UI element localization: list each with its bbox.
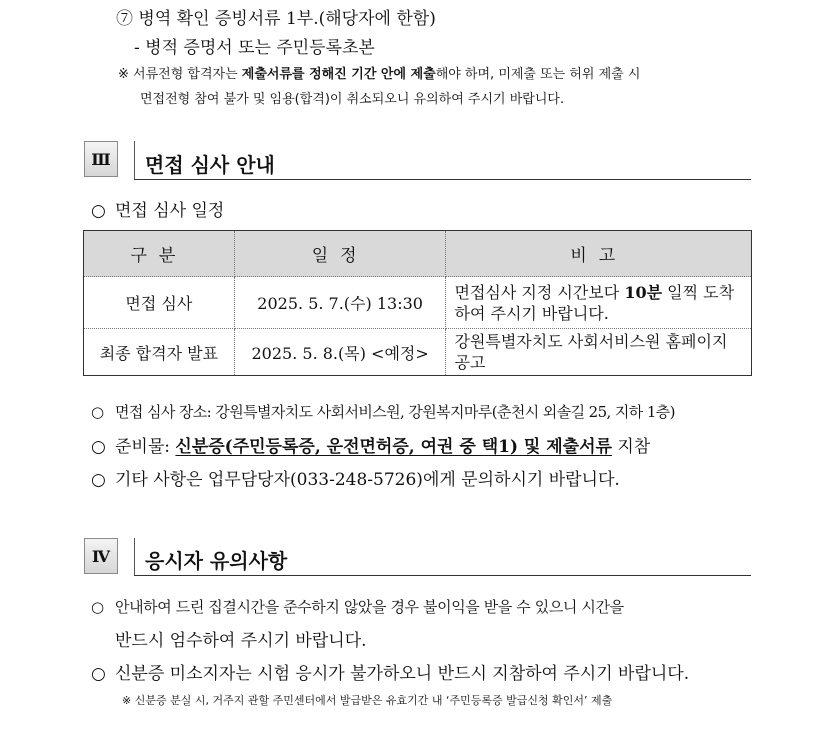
prep-suffix: 지참: [611, 437, 651, 457]
id-footnote: ※ 신분증 분실 시, 거주지 관할 주민센터에서 발급받은 유효기간 내 ‘주민등록증 발급신청 확인서’ 제출: [122, 694, 613, 707]
bullet-icon: ○: [91, 470, 106, 490]
section-3-underline: [134, 179, 751, 180]
column-header-date: 일정: [234, 231, 446, 277]
notice-item-1: [91, 596, 624, 617]
bullet-icon: ○: [91, 437, 106, 457]
bullet-icon: ○: [91, 664, 106, 684]
preparation-items: [91, 432, 650, 457]
bullet-icon: ○: [91, 201, 106, 221]
prep-emphasis: 신분증(주민등록증, 운전면허증, 여권 중 택1) 및 제출서류: [175, 437, 612, 457]
bullet-icon: ○: [91, 598, 104, 616]
note-text: 강원특별자치도 사회서비스원 홈페이지 공고: [454, 332, 728, 372]
interview-schedule-table: [83, 230, 752, 376]
note-text: 면접심사 지정 시간보다: [454, 282, 625, 302]
row-date: 2025. 5. 7.(수) 13:30: [234, 277, 446, 329]
notice-prefix: ※ 서류전형 합격자는: [118, 67, 242, 82]
submission-notice-line-1: [118, 63, 640, 82]
table-row: [84, 277, 752, 329]
required-doc-item-7-detail: - 병적 증명서 또는 주민등록초본: [134, 38, 375, 58]
contact-text: 기타 사항은 업무담당자(033-248-5726)에게 문의하시기 바랍니다.: [115, 470, 620, 490]
note-emphasis: 10분: [624, 282, 663, 302]
section-4-title: 응시자 유의사항: [145, 549, 288, 573]
section-3-divider: [134, 141, 135, 179]
row-category: 최종 합격자 발표: [84, 329, 235, 376]
row-category: 면접 심사: [84, 277, 235, 329]
interview-location: [91, 401, 675, 422]
notice-item-2-text: 신분증 미소지자는 시험 응시가 불가하오니 반드시 지참하여 주시기 바랍니다.: [115, 664, 690, 684]
notice-suffix: 해야 하며, 미제출 또는 허위 제출 시: [435, 67, 641, 82]
schedule-label: 면접 심사 일정: [115, 201, 225, 221]
section-4-number: Ⅳ: [84, 538, 118, 574]
row-note: [446, 329, 752, 376]
row-note: [446, 277, 752, 329]
section-3-number: Ⅲ: [84, 141, 118, 177]
section-4-underline: [134, 575, 751, 576]
table-header-row: [84, 231, 752, 277]
column-header-note: 비고: [446, 231, 752, 277]
schedule-heading: [91, 196, 224, 221]
notice-emphasis: 제출서류를 정해진 기간 안에 제출: [241, 67, 436, 82]
table-row: [84, 329, 752, 376]
column-header-category: 구분: [84, 231, 235, 277]
section-4-divider: [134, 538, 135, 576]
note-text-end: 일찍 도착하여 주시기 바랍니다.: [454, 282, 735, 323]
notice-item-1-text: 안내하여 드린 집결시간을 준수하지 않았을 경우 불이익을 받을 수 있으니 시간을: [115, 598, 624, 616]
prep-label: 준비물:: [115, 437, 176, 457]
notice-item-1-continuation: 반드시 엄수하여 주시기 바랍니다.: [115, 631, 367, 651]
location-text: 면접 심사 장소: 강원특별자치도 사회서비스원, 강원복지마루(춘천시 외솔길 25, 지하 1층): [115, 403, 675, 421]
section-3-title: 면접 심사 안내: [145, 153, 275, 177]
row-date: 2025. 5. 8.(목) <예정>: [234, 329, 446, 376]
submission-notice-line-2: 면접전형 참여 불가 및 임용(합격)이 취소되오니 유의하여 주시기 바랍니다.: [140, 92, 565, 107]
required-doc-item-7: ⑦ 병역 확인 증빙서류 1부.(해당자에 한함): [116, 9, 436, 29]
notice-item-2: [91, 659, 689, 684]
contact-info: [91, 465, 620, 490]
bullet-icon: ○: [91, 403, 104, 421]
